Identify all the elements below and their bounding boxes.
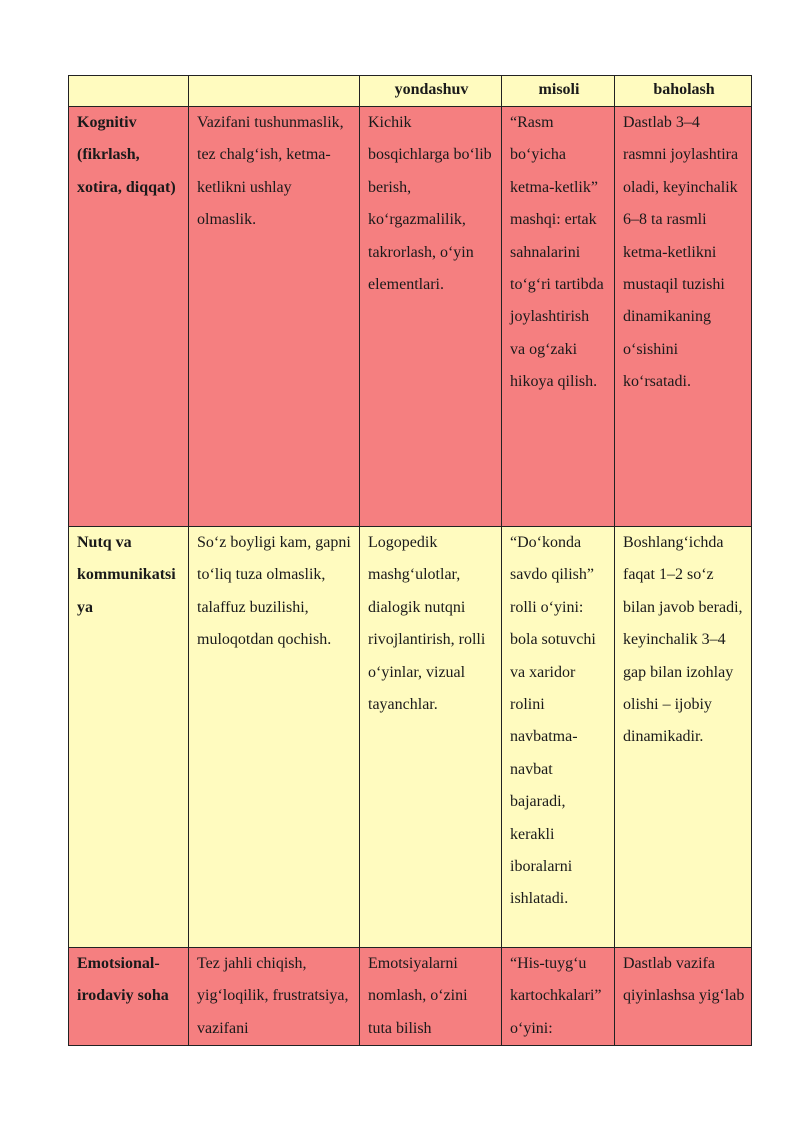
table-cell: Dastlab 3–4 rasmni joylashtira oladi, keyinchalik 6–8 ta rasmli ketma-ketlikni mustaqil tuzishi dinamikaning o‘sishini ko‘rsatadi. <box>615 107 752 527</box>
table-cell: So‘z boyligi kam, gapni to‘liq tuza olmaslik, talaffuz buzilishi, muloqotdan qochish. <box>189 527 360 948</box>
header-cell: baholash <box>615 76 752 107</box>
table-cell: “His-tuyg‘u kartochkalari” o‘yini: <box>502 948 615 1046</box>
table-cell: “Do‘konda savdo qilish” rolli o‘yini: bola sotuvchi va xaridor rolini navbatma-navbat bajaradi, kerakli iboralarni ishlatadi. <box>502 527 615 948</box>
table-cell: “Rasm bo‘yicha ketma-ketlik” mashqi: ertak sahnalarini to‘g‘ri tartibda joylashtirish va og‘zaki hikoya qilish. <box>502 107 615 527</box>
table-cell: Emotsiyalarni nomlash, o‘zini tuta bilish <box>360 948 502 1046</box>
table-cell: Tez jahli chiqish, yig‘loqilik, frustratsiya, vazifani <box>189 948 360 1046</box>
table-cell: Kichik bosqichlarga bo‘lib berish, ko‘rgazmalilik, takrorlash, o‘yin elementlari. <box>360 107 502 527</box>
header-cell: misoli <box>502 76 615 107</box>
table-cell: Vazifani tushunmaslik, tez chalg‘ish, ketma-ketlikni ushlay olmaslik. <box>189 107 360 527</box>
table-header-row <box>69 76 752 107</box>
table-row <box>69 107 752 527</box>
table-cell: Logopedik mashg‘ulotlar, dialogik nutqni rivojlantirish, rolli o‘yinlar, vizual tayanchlar. <box>360 527 502 948</box>
table-row <box>69 527 752 948</box>
header-cell <box>69 76 189 107</box>
comparison-table <box>68 75 752 1046</box>
table-cell: Boshlang‘ichda faqat 1–2 so‘z bilan javob beradi, keyinchalik 3–4 gap bilan izohlay olishi – ijobiy dinamikadir. <box>615 527 752 948</box>
row-label: Nutq va kommunikatsiya <box>69 527 189 948</box>
table-cell: Dastlab vazifa qiyinlashsa yig‘lab <box>615 948 752 1046</box>
row-label: Kognitiv (fikrlash, xotira, diqqat) <box>69 107 189 527</box>
row-label: Emotsional-irodaviy soha <box>69 948 189 1046</box>
header-cell: yondashuv <box>360 76 502 107</box>
header-cell <box>189 76 360 107</box>
table-row <box>69 948 752 1046</box>
